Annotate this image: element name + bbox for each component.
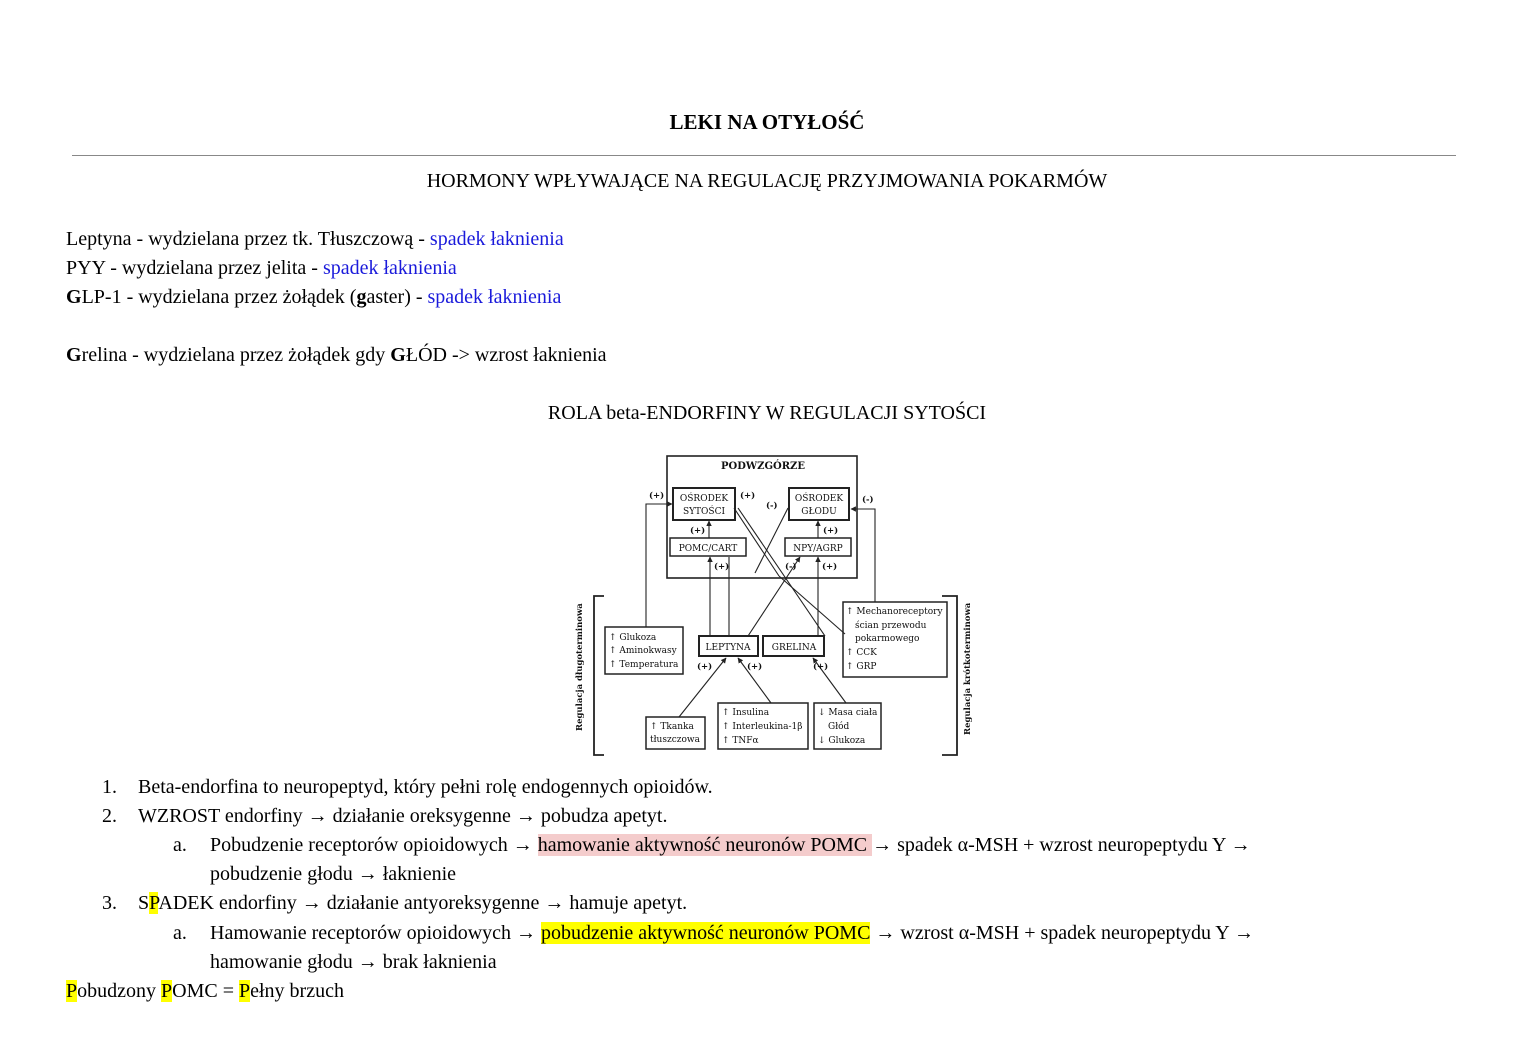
sublist-letter: a. [173,922,187,944]
highlight-inhibition: hamowanie aktywność neuronów POMC [537,834,873,856]
svg-text:(+): (+) [697,662,713,672]
list-item-3: SPADEK endorfiny → działanie antyoreksygenne → hamuje apetyt. [138,892,688,914]
svg-text:(+): (+) [714,562,730,572]
svg-text:↑ Insulina: ↑ Insulina [722,708,770,718]
list-item-2a-cont: pobudzenie głodu → łaknienie [210,863,457,885]
svg-text:↑ Glukoza: ↑ Glukoza [609,633,657,643]
highlight-activation: pobudzenie aktywność neuronów POMC [541,922,871,944]
list-item-1: Beta-endorfina to neuropeptyd, który pełni rolę endogennych opioidów. [138,776,713,798]
svg-text:pokarmowego: pokarmowego [855,634,920,644]
list-item-3a: Hamowanie receptorów opioidowych → pobudzenie aktywność neuronów POMC → wzrost α-MSH + spadek neuropeptydu Y → [210,922,1254,944]
hormone-line-pyy: PYY - wydzielana przez jelita - spadek łaknienia [66,257,457,279]
svg-text:↑ Interleukina-1β: ↑ Interleukina-1β [722,722,803,732]
hormone-line-grelina: Grelina - wydzielana przez żołądek gdy GŁÓD -> wzrost łaknienia [66,344,607,366]
svg-text:LEPTYNA: LEPTYNA [705,643,751,653]
svg-text:(+): (+) [690,526,706,536]
long-term-bracket [594,596,604,755]
footer-mnemonic: Pobudzony POMC = Pełny brzuch [66,980,344,1002]
hormone-line-leptyna: Leptyna - wydzielana przez tk. Tłuszczową - spadek łaknienia [66,228,564,250]
list-number: 3. [102,892,117,914]
svg-text:↓ Masa ciała: ↓ Masa ciała [818,708,878,718]
svg-text:(-): (-) [862,495,874,505]
svg-text:(+): (+) [813,662,829,672]
highlight-letter: P [149,892,159,914]
svg-text:↑ Temperatura: ↑ Temperatura [609,660,679,670]
svg-text:↑ Tkanka: ↑ Tkanka [650,722,694,732]
svg-text:↑ Mechanoreceptory: ↑ Mechanoreceptory [846,607,943,617]
svg-text:↑ Aminokwasy: ↑ Aminokwasy [609,646,677,656]
svg-text:(+): (+) [747,662,763,672]
list-item-2a: Pobudzenie receptorów opioidowych → hamowanie aktywność neuronów POMC → spadek α-MSH + wzrost neuropeptydu Y → [210,834,1251,856]
list-item-3a-cont: hamowanie głodu → brak łaknienia [210,951,497,973]
effect-text: spadek łaknienia [429,228,564,250]
svg-text:(+): (+) [740,491,756,501]
svg-text:tłuszczowa: tłuszczowa [650,735,700,745]
list-number: 1. [102,776,117,798]
satiety-regulation-diagram [566,448,986,764]
svg-text:(-): (-) [785,562,797,572]
hormone-line-glp1: GLP-1 - wydzielana przez żołądek (gaster) - spadek łaknienia [66,286,562,308]
svg-text:GŁODU: GŁODU [801,507,837,517]
svg-text:(+): (+) [649,491,665,501]
svg-text:NPY/AGRP: NPY/AGRP [793,544,843,554]
svg-text:↑ CCK: ↑ CCK [846,648,877,658]
short-term-label: Regulacja krótkoterminowa [963,602,973,735]
svg-text:(+): (+) [823,526,839,536]
svg-text:↑ GRP: ↑ GRP [846,662,877,672]
svg-text:ścian przewodu: ścian przewodu [855,621,927,631]
list-item-2: WZROST endorfiny → działanie oreksygenne → pobudza apetyt. [138,805,668,827]
hypothalamus-label: PODWZGÓRZE [721,461,805,472]
short-term-bracket [942,596,957,755]
sublist-letter: a. [173,834,187,856]
svg-text:(+): (+) [822,562,838,572]
effect-text: spadek łaknienia [427,286,562,308]
section-heading-hormones: HORMONY WPŁYWAJĄCE NA REGULACJĘ PRZYJMOWANIA POKARMÓW [426,170,1108,192]
list-number: 2. [102,805,117,827]
svg-text:Głód: Głód [828,722,850,732]
effect-text: spadek łaknienia [322,257,457,279]
long-term-label: Regulacja długoterminowa [575,603,585,731]
section-heading-endorphin: ROLA beta-ENDORFINY W REGULACJI SYTOŚCI [547,402,987,424]
svg-text:↓ Glukoza: ↓ Glukoza [818,736,866,746]
svg-text:(-): (-) [766,501,778,511]
horizontal-rule [72,155,1456,156]
svg-text:OŚRODEK: OŚRODEK [794,494,844,504]
svg-text:OŚRODEK: OŚRODEK [679,494,729,504]
svg-text:GRELINA: GRELINA [771,643,817,653]
svg-text:POMC/CART: POMC/CART [678,544,738,554]
svg-text:SYTOŚCI: SYTOŚCI [682,507,726,517]
page-title: LEKI NA OTYŁOŚĆ [669,110,865,134]
svg-text:↑ TNFα: ↑ TNFα [722,736,759,746]
